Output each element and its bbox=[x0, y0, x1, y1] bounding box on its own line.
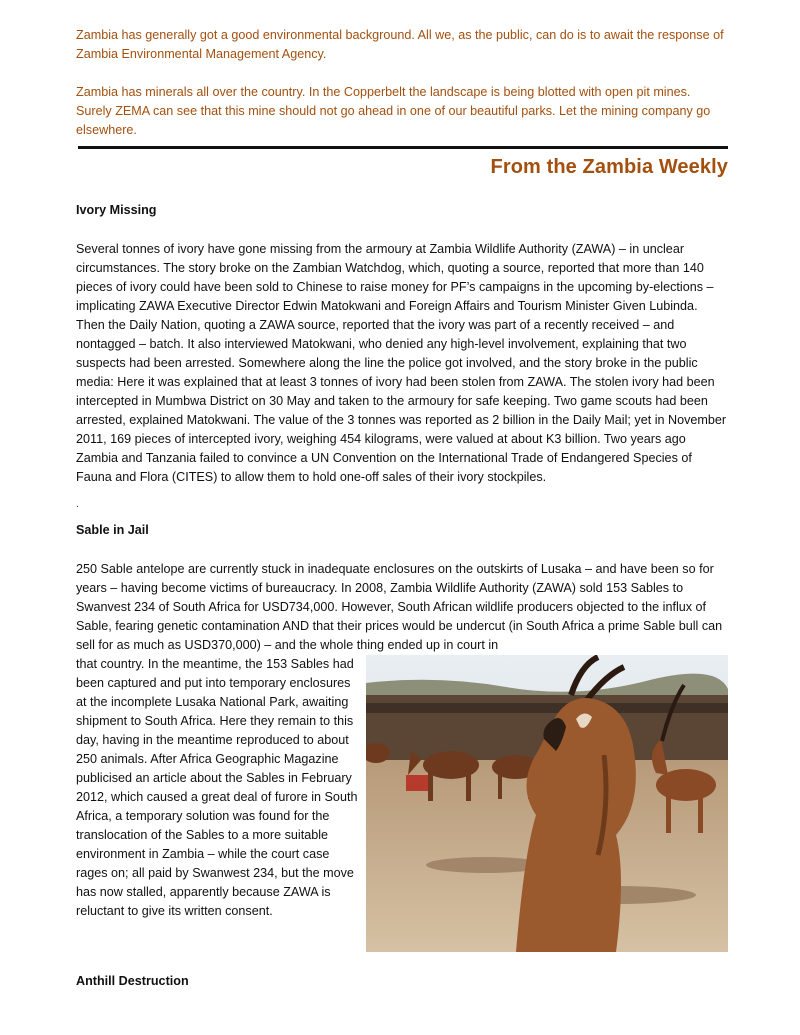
article-body-sable: 250 Sable antelope are currently stuck in inadequate enclosures on the outskirts of Lusaka – and have been so for years – having become victims of bureaucracy. In 2008, Zambia Wildlife Authority (ZAWA) sold 153 Sables to Swanvest 234 of South Africa for USD734,000. However, South African wildlife producers objected to the influx of Sable, fearing genetic contamination AND that their prices would be undercut (in South Africa a prime Sable bull can sell for as much as USD370,000) – and the whole thing ended up in court in bbox=[76, 562, 723, 652]
section-heading: From the Zambia Weekly bbox=[490, 156, 728, 178]
article-title-sable: Sable in Jail bbox=[76, 523, 149, 537]
section-divider bbox=[78, 146, 728, 149]
article-body-ivory: Several tonnes of ivory have gone missing from the armoury at Zambia Wildlife Authority (ZAWA) – in unclear circumstances. The story broke on the Zambian Watchdog, which, quoting a source, reported that more than 140 pieces of ivory could have been sold to Chinese to raise money for PF’s campaigns in the upcoming by-elections – implicating ZAWA Executive Director Edwin Matokwani and Foreign Affairs and Tourism Minister Given Lubinda. Then the Daily Nation, quoting a ZAWA source, reported that the ivory was part of a recently received – and nontagged – batch. It also interviewed Matokwani, who denied any high-level involvement, explaining that two suspects had been arrested. Somewhere along the line the police got involved, and the story broke in the public media: Here it was explained that at least 3 tonnes of ivory had been stolen from ZAWA. The stolen ivory had been intercepted in Mumbwa District on 30 May and taken to the armoury for safe keeping. Two game scouts had been arrested, explained Matokwani. The value of the 3 tonnes was reported as 2 billion in the Daily Mail; yet in November 2011, 169 pieces of intercepted ivory, weighing 454 kilograms, were valued at about K3 billion. Two years ago Zambia and Tanzania failed to convince a UN Convention on the International Trade of Endangered Species of Fauna and Flora (CITES) to allow them to hold one-off sales of their ivory stockpiles. bbox=[76, 242, 727, 484]
article-title-ivory: Ivory Missing bbox=[76, 203, 157, 217]
sable-antelope-illustration bbox=[366, 655, 728, 952]
intro-block bbox=[76, 26, 728, 140]
intro-paragraph-1: Zambia has generally got a good environmental background. All we, as the public, can do is to await the response of Zambia Environmental Management Agency. bbox=[76, 28, 724, 61]
article-body-sable-wrapped: that country. In the meantime, the 153 Sables had been captured and put into temporary enclosures at the incomplete Lusaka National Park, awaiting shipment to South Africa. Here they remain to this day, having in the meantime reproduced to about 250 animals. After Africa Geographic Magazine publicised an article about the Sables in February 2012, which caused a great deal of furore in South Africa, a temporary solution was found for the translocation of the Sables to a more suitable environment in Zambia – while the court case rages on; all paid by Swanwest 234, but the move has now stalled, apparently because ZAWA is reluctant to give its written consent. bbox=[76, 657, 358, 918]
separator-mark: . bbox=[76, 499, 79, 510]
article-title-anthill: Anthill Destruction bbox=[76, 974, 189, 988]
sable-antelope-photo bbox=[366, 655, 728, 952]
intro-paragraph-2: Zambia has minerals all over the country. In the Copperbelt the landscape is being blotted with open pit mines. Surely ZEMA can see that this mine should not go ahead in one of our beautiful parks. Let the mining company go elsewhere. bbox=[76, 85, 711, 137]
